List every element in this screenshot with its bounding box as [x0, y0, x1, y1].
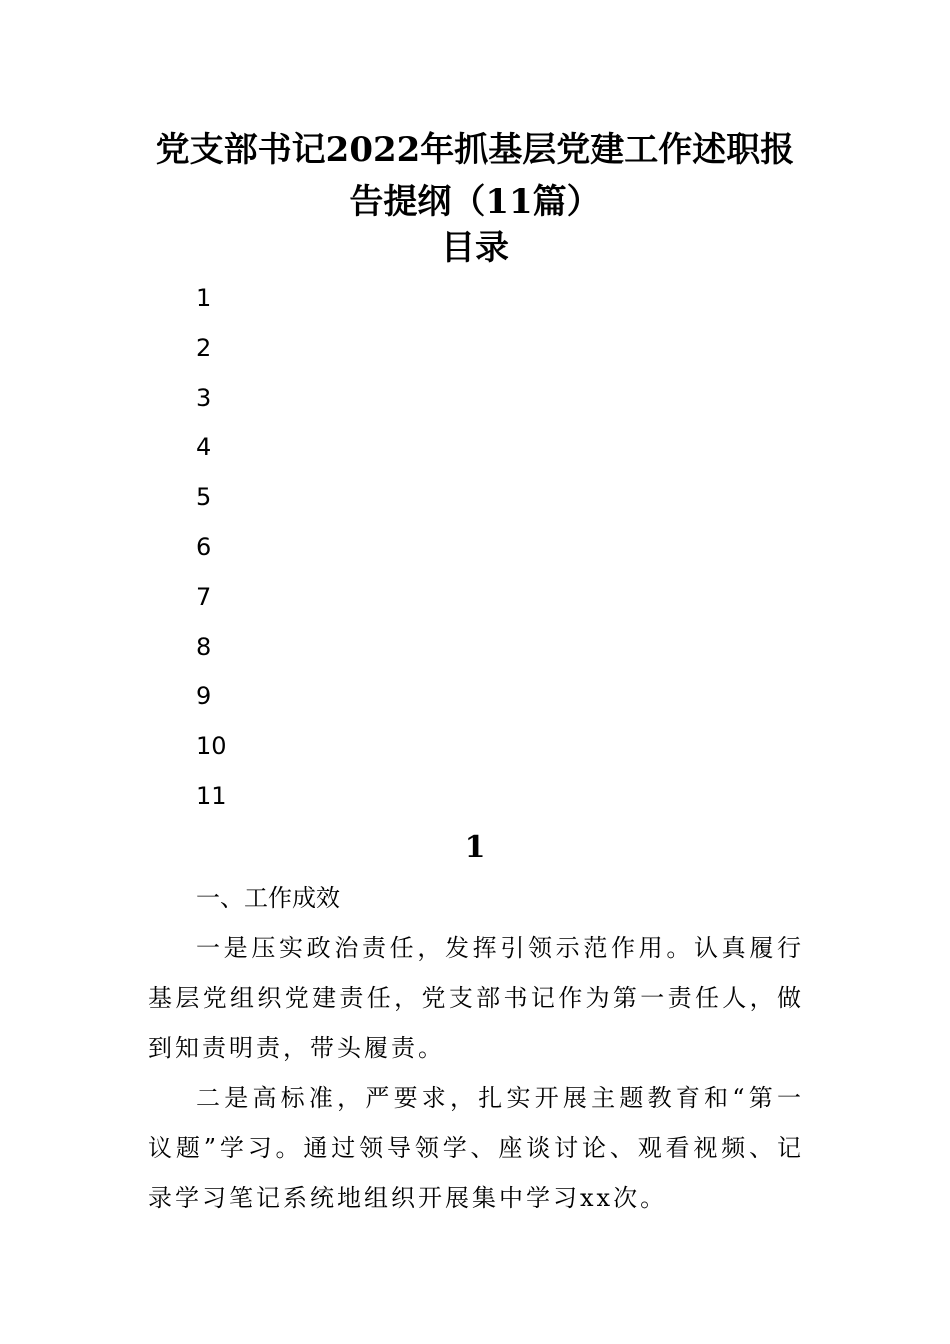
body-paragraph-2: 二是高标准，严要求，扎实开展主题教育和“第一议题”学习。通过领导领学、座谈讨论、观看视频、记录学习笔记系统地组织开展集中学习xx次。 [148, 1084, 804, 1212]
section-number: 1 [464, 830, 486, 865]
document-title: 党支部书记2022年抓基层党建工作述职报告提纲（11篇） [155, 130, 795, 222]
toc-item-8[interactable]: 8 [196, 632, 212, 661]
toc-item-10[interactable]: 10 [196, 732, 227, 761]
toc-item-7[interactable]: 7 [196, 582, 212, 611]
toc-item-11[interactable]: 11 [196, 781, 227, 810]
toc-heading: 目录 [441, 228, 509, 268]
toc-item-4[interactable]: 4 [196, 433, 212, 462]
section-heading: 一、工作成效 [196, 884, 340, 912]
toc-list [196, 278, 227, 826]
toc-item-5[interactable]: 5 [196, 483, 212, 512]
toc-item-6[interactable]: 6 [196, 532, 212, 561]
toc-item-1[interactable]: 1 [196, 284, 212, 312]
toc-item-2[interactable]: 2 [196, 333, 212, 362]
toc-item-9[interactable]: 9 [196, 682, 212, 711]
body-paragraph-1: 一是压实政治责任，发挥引领示范作用。认真履行基层党组织党建责任，党支部书记作为第一责任人，做到知责明责，带头履责。 [148, 934, 804, 1062]
toc-item-3[interactable]: 3 [196, 383, 212, 412]
